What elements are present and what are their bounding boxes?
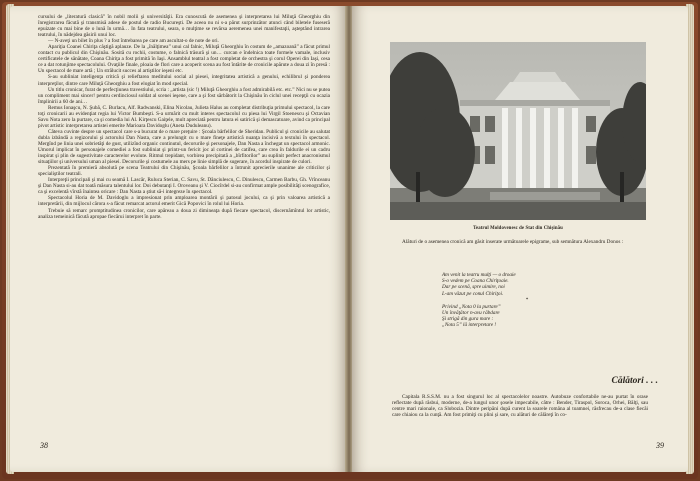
- paragraph: Câteva cuvinte despre un spectacol care s-a bucurat de o mare preţuire : Şcoala bârfelilor de Sheridan. Publicul şi cronicile au salutat dubla izbândă a regizorului şi actorului Dan Nasta, care a prelungit cu o mare fineţe artistică nuanţa incisivă a textului în spectacol. Mergînd pe linia unei sobrietăţi de gust, utilizînd organic continutul, decorurile şi personajele, Dan Nasta a închegat un spectacol armonic. Umorul implicat în personajele comediei a fost subliniat şi printr-un fericit joc al cortinei de catifea, care crea în faldurile ei un cadru inspirat şi plin de sugestivitate caracterelor evolute. Ritmul trepidant, vorbirea precipitată a „bîrfitorilor” au suplinit perfect anacronismul situaţiilor şi universului uman al piesei. Decorurile şi costumele au mers pe linie simplă de sugerare, în acordul inspirate de culori.: [38, 128, 330, 166]
- paragraph: Spectacolul Horia de M. Davidoglu a impresionat prin amploarea montării şi patosul jocului, ca şi prin valoarea artistică a interpretării, din mijlocul cărora s-a făcut remarcat actorul emerit Gică Popovici în rolul lui Horia.: [38, 195, 330, 208]
- poem-line: Şi strigă din gura mare :: [442, 316, 494, 323]
- poem-line: Dar pe scenă, spre uimire, noi: [442, 284, 505, 291]
- right-text-block-2: [392, 394, 648, 418]
- left-page-text: [38, 14, 330, 220]
- left-page: [10, 6, 346, 472]
- poem-line: Am venit la teatru mulţi — o droaie: [442, 272, 516, 278]
- paragraph: cursului de „literatură clasică” în nobil molii şi universităţii. Era cunoscută de asemenea şi interpretarea lui Miluţă Gheorghiu din înregistrarea făcută şi transmisă adese de postul de radio Bucureşti. De aceea nu ni s-a părut surprinzător atunci când biletele fuseseră epuizate cu mai bine de o lună în urmă… In fata teatrului, seara, o mulţime se revărsa aeremenea unei manifestaţii, aşteptând intrarea teatrului, în nădejdea găsirii unui loc.: [38, 14, 330, 39]
- page-number-left: 38: [40, 441, 48, 450]
- paragraph: — N-aveţi un bilet în plus ? a fost întrebarea pe care am ascultat-o de note de ori.: [48, 38, 219, 45]
- theatre-photo: [390, 42, 646, 220]
- poem-line: S-o vedem pe Coana Chiriţoaie.: [442, 278, 509, 285]
- poem-line: Un învăţător n-avu răbdare: [442, 310, 500, 317]
- theatre-building-illustration: [390, 42, 646, 220]
- right-page: [352, 6, 688, 472]
- paragraph: Un titlu cronicar, furat de perfecţiunea travestiului, scria : „artista (sic !) Miluţă Gheorghiu a fost admirabilă etc. etc.” Nici nu se putea un compliment mai sincer! pentru cerdinciosul soldat al scenei ieşene, care a şi fost sărbătorit la Chişinău în ciclul unei recepţii cu ocazia împlinirii a 60 de ani…: [38, 86, 330, 105]
- paragraph: Interpreţii principali şi mai cu seamă I. Lascăr, Ruluca Sterian, C. Savu, St. Dănciulescu, C. Dinulescu, Carmen Barbu, Gh. Vrînceanu şi Dan Nasta si-au dat toată măsura talentului lor. Doi debutanţi I. Oroveanu şi V. Ciocîrdel si-au confirmat ample posibilităţi scenografice, ca şi excelentă vîrstă înaintea oricare : Dan Nasta a ştiut să-i integreze în spectacol.: [38, 177, 330, 196]
- paragraph: Apariţia Coanei Chiriţa câştigă aplauze. De la „înălţimea” unui cal falnic, Miluţă Gheorghiu în costum de „amazoană” a făcut primul contact cu publicul din Chişinău. Sosită cu rochii, costume, o falnică trăsură şi un… curcan e îndelnica toate formele vamale, inclusiv certificatele de sănătate, Coana Chiriţa a fost primită în Iaşi. Ansamblul teatral a fost completat de orchestra şi corul Operei din Iaşi, cesa ce a dat rotunjime spectacolului. Ovaţiile finale, ploaia de flori care a acoperit scena au fost întărite de cronicile apărute a doua zi în presă : Un spectacol de mare artă ; Un strălucit succes al artiştilor ieşeni etc.: [38, 44, 330, 75]
- poem-line: Privind „Nota 0 la purtare”: [442, 303, 501, 310]
- page-number-right: 39: [656, 441, 664, 450]
- epigrams: [442, 272, 612, 329]
- poem-separator: *: [525, 296, 529, 303]
- poem-line: L-am văzut pe conul Chiriţoi.: [442, 290, 504, 297]
- paragraph: Alături de o asemenea cronică am găsit inserate următoarele epigrame, sub semnătura Alexandru Donos :: [402, 239, 624, 245]
- paragraph: S-au subliniat inteligenţa critică şi relieftarea meditului social al piesei, integritatea artistică a genului, echilibrul şi ponderea interpreţilor, dintre care Miluţă Gheorghiu a fost elogiat în mod special.: [38, 74, 330, 87]
- paragraph: Capitala R.S.S.M. nu a fost singurul loc al spectacolelor noastre. Autobuze confortabile ne-au purtat în orase reflectate după răsbui, moderne, de-a lungul unor şosele impecabile, către : Bender, Tiraspol, Soroca, Orhei, Bălţi, sau centre mari raionale, ca Slobozia. Dintre peripăni după curent la soarele româna al toamnei, răsfrecau de-a clase fiecăi care chiaiou ca la cunţă. Am fost primiţi cu plini şi sare, cu alături de călăreţi în co-: [392, 394, 648, 419]
- right-text-block-1: [392, 239, 646, 245]
- poem-line: „Nota 5” lă interpretare !: [442, 322, 497, 329]
- paragraph: Prezentată în premieră absolută pe scena Teatrului din Chişinău, Şcoala bârfelilor a întrunit aprecierile unanime ale criticilor şi specialiştilor teatrali.: [38, 165, 330, 178]
- paragraph: Remus Ionaşcu, N. Şubă, C. Burlacu, Alf. Radwanski, Elina Nicolau, Julieta Halus au completat distribuţia primului spectacol, la care toţi cronicarii au evidenţiat regia lui Victor Bumbeşti. S-a urmărit cu mult interes spectacolul cu piesa lui Virgil Stoenescu şi Octavian Savu Nota zero la purtare, ca şi comedia lui Al. Kirţescu Gaiţele, mult apreciată pentru latura ei satirică şi demascatoare, avind ca principal pivot artistic interpretarea artistei emerite Marioara Davidoglu (Aneta Duduleanu).: [38, 104, 330, 129]
- photo-caption: Teatrul Moldovenesc de Stat din Chişinău: [473, 226, 563, 231]
- paragraph: Trebuie să remarc promptitudinea cronicilor, care apăreau a doua zi dimineaţa după fiecare spectacol, discernămîntul lor artistic, analiza temeinică făcută apropae fiecărui interpret în parte.: [38, 207, 330, 220]
- section-title: Călători . . .: [611, 376, 658, 386]
